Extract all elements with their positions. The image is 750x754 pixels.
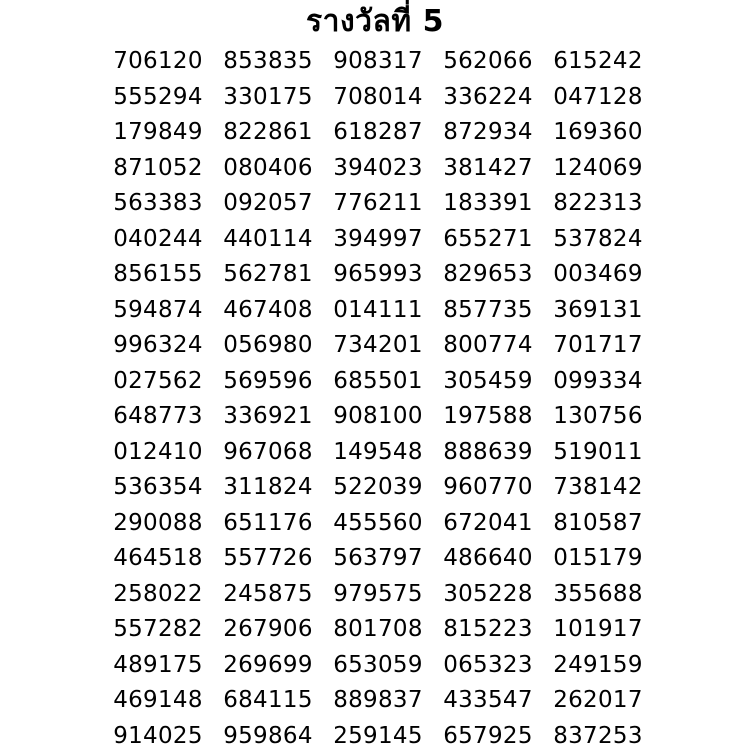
prize-number-r17-c1: 557282 xyxy=(103,612,213,648)
prize-number-r6-c4: 655271 xyxy=(433,222,543,258)
prize-number-r2-c3: 708014 xyxy=(323,80,433,116)
prize-number-r2-c5: 047128 xyxy=(543,80,653,116)
prize-number-r13-c5: 738142 xyxy=(543,470,653,506)
prize-number-r9-c2: 056980 xyxy=(213,328,323,364)
prize-number-r17-c4: 815223 xyxy=(433,612,543,648)
prize-number-r19-c5: 262017 xyxy=(543,683,653,719)
prize-number-r10-c2: 569596 xyxy=(213,364,323,400)
prize-number-r4-c3: 394023 xyxy=(323,151,433,187)
prize-number-r12-c4: 888639 xyxy=(433,435,543,471)
prize-number-r20-c1: 914025 xyxy=(103,719,213,754)
prize-number-r9-c3: 734201 xyxy=(323,328,433,364)
prize-number-r3-c2: 822861 xyxy=(213,115,323,151)
prize-number-r16-c2: 245875 xyxy=(213,577,323,613)
prize-number-r14-c3: 455560 xyxy=(323,506,433,542)
prize-number-r1-c4: 562066 xyxy=(433,44,543,80)
prize-number-r14-c5: 810587 xyxy=(543,506,653,542)
prize-number-r3-c3: 618287 xyxy=(323,115,433,151)
prize-number-r20-c5: 837253 xyxy=(543,719,653,754)
prize-number-r1-c2: 853835 xyxy=(213,44,323,80)
prize-number-r5-c4: 183391 xyxy=(433,186,543,222)
prize-number-grid xyxy=(103,44,655,754)
prize-number-r14-c4: 672041 xyxy=(433,506,543,542)
prize-number-r3-c1: 179849 xyxy=(103,115,213,151)
prize-number-r15-c5: 015179 xyxy=(543,541,653,577)
prize-number-r15-c3: 563797 xyxy=(323,541,433,577)
prize-number-r13-c2: 311824 xyxy=(213,470,323,506)
prize-number-r13-c1: 536354 xyxy=(103,470,213,506)
prize-number-r10-c3: 685501 xyxy=(323,364,433,400)
prize-number-r15-c1: 464518 xyxy=(103,541,213,577)
prize-number-r20-c2: 959864 xyxy=(213,719,323,754)
prize-number-r7-c2: 562781 xyxy=(213,257,323,293)
prize-number-r18-c5: 249159 xyxy=(543,648,653,684)
prize-number-r15-c2: 557726 xyxy=(213,541,323,577)
prize-number-r5-c2: 092057 xyxy=(213,186,323,222)
prize-number-r13-c4: 960770 xyxy=(433,470,543,506)
prize-number-r2-c1: 555294 xyxy=(103,80,213,116)
prize-number-r10-c4: 305459 xyxy=(433,364,543,400)
prize-number-r8-c1: 594874 xyxy=(103,293,213,329)
prize-number-r14-c1: 290088 xyxy=(103,506,213,542)
prize-number-r3-c4: 872934 xyxy=(433,115,543,151)
prize-number-r8-c4: 857735 xyxy=(433,293,543,329)
prize-number-r17-c3: 801708 xyxy=(323,612,433,648)
prize-number-r19-c2: 684115 xyxy=(213,683,323,719)
prize-number-r11-c2: 336921 xyxy=(213,399,323,435)
prize-number-r11-c4: 197588 xyxy=(433,399,543,435)
prize-number-r12-c5: 519011 xyxy=(543,435,653,471)
prize-number-r6-c2: 440114 xyxy=(213,222,323,258)
prize-number-r14-c2: 651176 xyxy=(213,506,323,542)
prize-number-r12-c3: 149548 xyxy=(323,435,433,471)
prize-number-r8-c2: 467408 xyxy=(213,293,323,329)
prize-number-r2-c2: 330175 xyxy=(213,80,323,116)
prize-number-r18-c2: 269699 xyxy=(213,648,323,684)
prize-number-r5-c1: 563383 xyxy=(103,186,213,222)
prize-number-r16-c5: 355688 xyxy=(543,577,653,613)
prize-title: รางวัลที่ 5 xyxy=(0,2,750,42)
prize-number-r16-c1: 258022 xyxy=(103,577,213,613)
prize-number-r11-c3: 908100 xyxy=(323,399,433,435)
prize-number-r6-c1: 040244 xyxy=(103,222,213,258)
prize-number-r17-c2: 267906 xyxy=(213,612,323,648)
prize-number-r11-c5: 130756 xyxy=(543,399,653,435)
prize-number-r5-c3: 776211 xyxy=(323,186,433,222)
prize-number-r1-c3: 908317 xyxy=(323,44,433,80)
prize-number-r10-c1: 027562 xyxy=(103,364,213,400)
prize-number-r1-c5: 615242 xyxy=(543,44,653,80)
prize-number-r4-c1: 871052 xyxy=(103,151,213,187)
prize-number-r12-c2: 967068 xyxy=(213,435,323,471)
prize-number-r20-c3: 259145 xyxy=(323,719,433,754)
prize-number-r6-c5: 537824 xyxy=(543,222,653,258)
prize-number-r7-c5: 003469 xyxy=(543,257,653,293)
prize-number-r19-c3: 889837 xyxy=(323,683,433,719)
prize-number-r7-c4: 829653 xyxy=(433,257,543,293)
prize-number-r19-c1: 469148 xyxy=(103,683,213,719)
prize-number-r7-c3: 965993 xyxy=(323,257,433,293)
prize-number-r16-c3: 979575 xyxy=(323,577,433,613)
prize-number-r10-c5: 099334 xyxy=(543,364,653,400)
prize-number-r4-c2: 080406 xyxy=(213,151,323,187)
prize-number-r8-c5: 369131 xyxy=(543,293,653,329)
prize-number-r6-c3: 394997 xyxy=(323,222,433,258)
prize-number-r16-c4: 305228 xyxy=(433,577,543,613)
prize-number-r18-c3: 653059 xyxy=(323,648,433,684)
prize-number-r1-c1: 706120 xyxy=(103,44,213,80)
prize-number-r9-c1: 996324 xyxy=(103,328,213,364)
prize-number-r4-c4: 381427 xyxy=(433,151,543,187)
prize-number-r11-c1: 648773 xyxy=(103,399,213,435)
prize-number-r7-c1: 856155 xyxy=(103,257,213,293)
prize-number-r12-c1: 012410 xyxy=(103,435,213,471)
prize-number-r5-c5: 822313 xyxy=(543,186,653,222)
prize-number-r9-c5: 701717 xyxy=(543,328,653,364)
prize-number-r18-c1: 489175 xyxy=(103,648,213,684)
prize-number-r8-c3: 014111 xyxy=(323,293,433,329)
prize-number-r3-c5: 169360 xyxy=(543,115,653,151)
prize-number-r17-c5: 101917 xyxy=(543,612,653,648)
prize-number-r2-c4: 336224 xyxy=(433,80,543,116)
prize-number-r9-c4: 800774 xyxy=(433,328,543,364)
prize-number-r19-c4: 433547 xyxy=(433,683,543,719)
prize-number-r13-c3: 522039 xyxy=(323,470,433,506)
prize-number-r18-c4: 065323 xyxy=(433,648,543,684)
prize-number-r20-c4: 657925 xyxy=(433,719,543,754)
prize-number-r15-c4: 486640 xyxy=(433,541,543,577)
prize-number-r4-c5: 124069 xyxy=(543,151,653,187)
